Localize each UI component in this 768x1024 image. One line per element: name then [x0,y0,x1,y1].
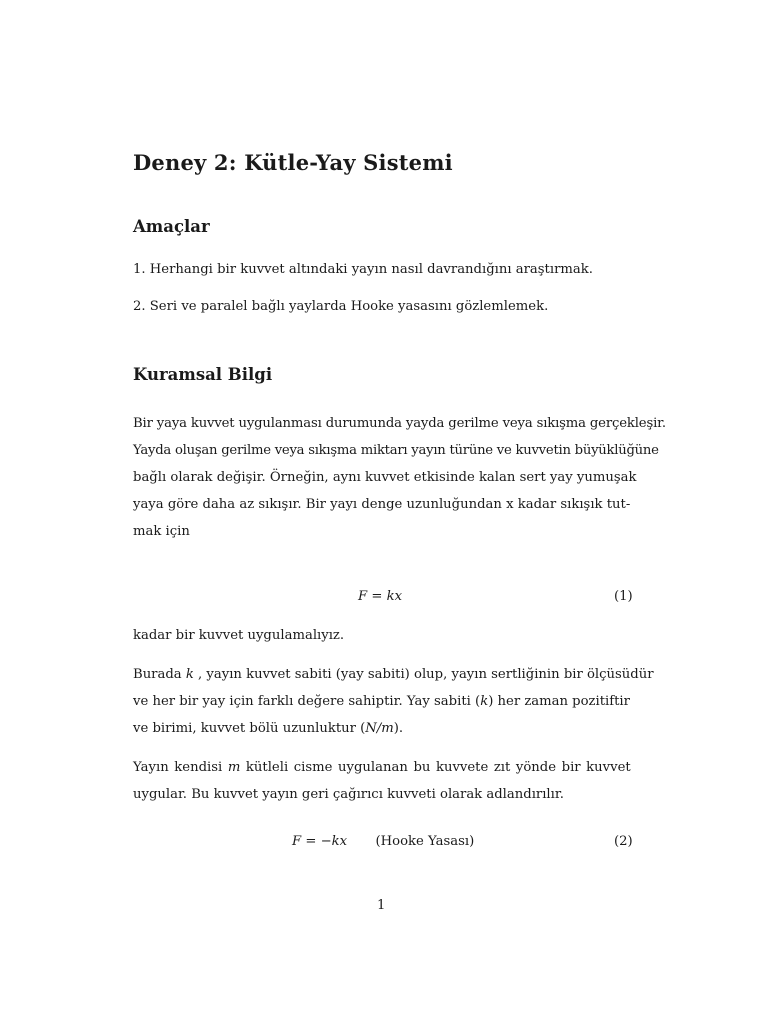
p2-l2-b: ) her zaman pozitiftir [488,694,630,709]
paragraph-2-line-3 [133,721,403,736]
p2-l2-k: k [480,694,489,709]
equation-1 [358,589,402,604]
p3-l1-a: Yayın kendisi [133,760,228,775]
eq1-rhs: kx [386,589,403,604]
p2-l1-b: , yayın kuvvet sabiti (yay sabiti) olup, yayın sertliğinin bir ölçüsüdür [193,667,654,682]
equation-1-number: (1) [614,589,633,604]
section-heading-theory: Kuramsal Bilgi [133,365,273,384]
equation-2-number: (2) [614,834,633,849]
equation-2 [292,834,474,849]
aim-item-2: 2. Seri ve paralel bağlı yaylarda Hooke yasasını gözlemlemek. [133,299,549,314]
page-title: Deney 2: Kütle-Yay Sistemi [133,150,453,175]
paragraph-1-line-5: mak için [133,524,190,539]
paragraph-2-line-2 [133,694,630,709]
paragraph-3-line-1 [133,760,631,775]
after-equation-1-text: kadar bir kuvvet uygulamalıyız. [133,628,345,643]
p2-l1-k: k [185,667,194,682]
eq1-equals: = [367,589,387,604]
p2-l3-a: ve birimi, kuvvet bölü uzunluktur ( [133,721,366,736]
p2-l3-unit: N/m [365,721,394,736]
paragraph-1-line-1: Bir yaya kuvvet uygulanması durumunda yayda gerilme veya sıkışma gerçekleşir. [133,416,666,431]
eq2-lhs: F [292,834,302,849]
p3-l1-m: m [227,760,241,775]
p3-l1-b: kütleli cisme uygulanan bu kuvvete zıt yönde bir kuvvet [240,760,631,775]
aim-item-1: 1. Herhangi bir kuvvet altındaki yayın nasıl davrandığını araştırmak. [133,262,593,277]
paragraph-2-line-1 [133,667,654,682]
eq1-lhs: F [358,589,368,604]
paragraph-3-line-2: uygular. Bu kuvvet yayın geri çağırıcı kuvveti olarak adlandırılır. [133,787,564,802]
paragraph-1-line-4: yaya göre daha az sıkışır. Bir yayı denge uzunluğundan x kadar sıkışık tut- [133,497,631,512]
p2-l3-b: ). [393,721,404,736]
eq2-rhs: kx [331,834,348,849]
paragraph-1-line-2: Yayda oluşan gerilme veya sıkışma miktarı yayın türüne ve kuvvetin büyüklüğüne [133,443,659,458]
eq2-label: (Hooke Yasası) [375,834,475,849]
eq2-equals: = − [301,834,332,849]
p2-l1-a: Burada [133,667,186,682]
p2-l2-a: ve her bir yay için farklı değere sahiptir. Yay sabiti ( [133,694,481,709]
paragraph-1-line-3: bağlı olarak değişir. Örneğin, aynı kuvvet etkisinde kalan sert yay yumuşak [133,470,637,485]
page-number: 1 [377,898,386,913]
section-heading-aims: Amaçlar [133,217,210,236]
